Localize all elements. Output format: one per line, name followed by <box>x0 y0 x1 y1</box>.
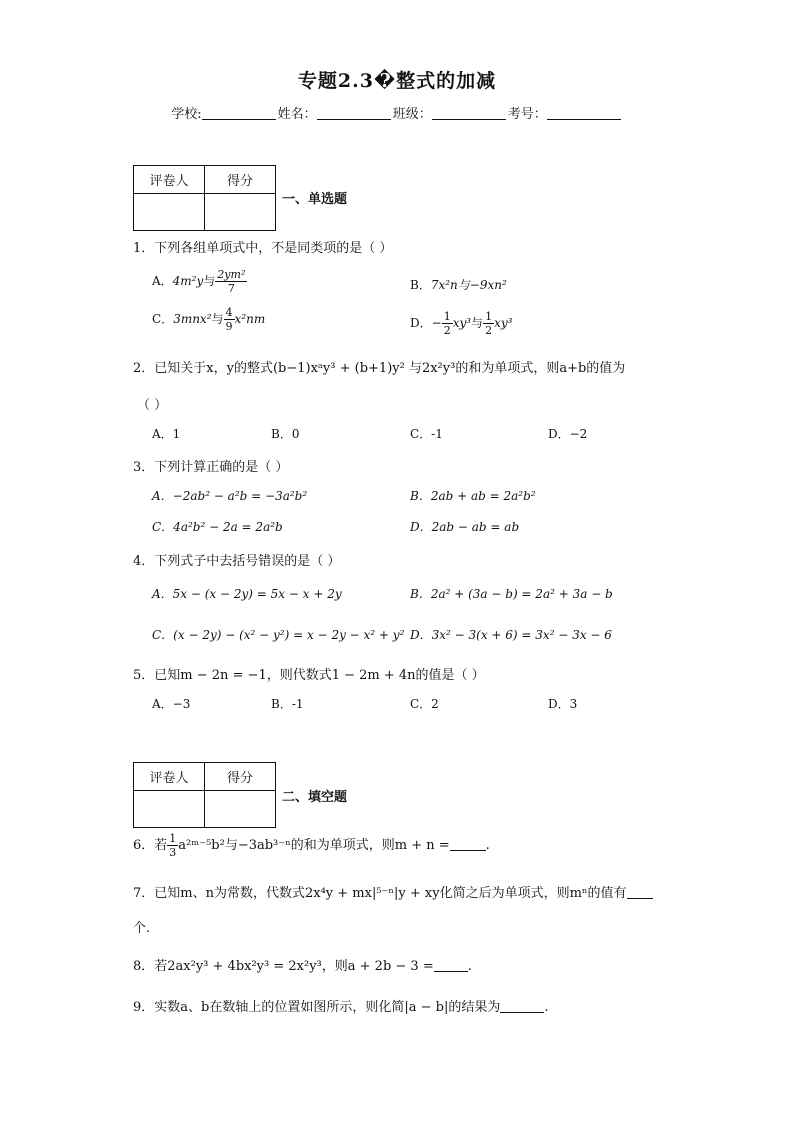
q1-c-mid: 与 <box>211 312 224 326</box>
question-7 <box>133 882 653 901</box>
q1-b-label: B． <box>410 278 431 292</box>
q6-answer-blank[interactable] <box>450 838 486 851</box>
school-label: 学校: <box>171 107 202 122</box>
q1-c-num: 4 <box>225 306 233 319</box>
student-info-line <box>0 103 794 122</box>
q1-a-den: 7 <box>227 282 235 295</box>
score-cell[interactable] <box>205 791 276 828</box>
question-2-stem: 2．已知关于x，y的整式(b−1)xᵃy³ + (b+1)y² 与2x²y³的和为单项式，则a+b的值为 <box>133 361 626 376</box>
q4-option-a[interactable]: A．5x − (x − 2y) = 5x − x + 2y <box>152 587 342 601</box>
question-2-paren: （ ） <box>137 398 168 413</box>
score-header: 得分 <box>205 763 276 791</box>
q3-option-b[interactable]: B．2ab + ab = 2a²b² <box>410 489 536 503</box>
question-9 <box>133 996 548 1015</box>
question-1-stem: 1．下列各组单项式中，不是同类项的是（ ） <box>133 241 393 256</box>
score-header: 得分 <box>205 166 276 194</box>
school-blank[interactable] <box>202 107 276 120</box>
q3-option-c[interactable]: C．4a²b² − 2a = 2a²b <box>152 520 283 534</box>
q1-option-c[interactable] <box>152 306 265 333</box>
q1-b-text: 7x²n与−9xn² <box>430 278 507 292</box>
q3-option-d[interactable]: D．2ab − ab = ab <box>410 520 520 534</box>
q1-d-num1: 1 <box>443 310 451 323</box>
question-7-line2: 个. <box>133 921 151 936</box>
q4-option-b[interactable]: B．2a² + (3a − b) = 2a² + 3a − b <box>410 587 613 601</box>
question-6 <box>133 832 490 859</box>
number-label: 考号： <box>507 107 547 122</box>
score-cell[interactable] <box>205 194 276 231</box>
q4-option-c[interactable]: C．(x − 2y) − (x² − y²) = x − 2y − x² + y² <box>152 628 405 642</box>
q5-option-c[interactable]: C．2 <box>410 697 439 711</box>
score-table-2 <box>133 762 276 828</box>
grader-header: 评卷人 <box>134 166 205 194</box>
q1-d-sign: − <box>431 316 442 330</box>
q6-num: 1 <box>169 832 177 845</box>
number-blank[interactable] <box>547 107 621 120</box>
grader-header: 评卷人 <box>134 763 205 791</box>
question-5-stem: 5．已知m − 2n = −1，则代数式1 − 2m + 4n的值是（ ） <box>133 668 485 683</box>
q8-end: . <box>467 959 472 974</box>
grader-cell[interactable] <box>134 194 205 231</box>
q1-a-mid: 与 <box>203 274 216 288</box>
question-8 <box>133 955 472 974</box>
q8-text: 8．若2ax²y³ + 4bx²y³ = 2x²y³，则a + 2b − 3 = <box>133 959 434 974</box>
grader-cell[interactable] <box>134 791 205 828</box>
q1-a-num: 2ym² <box>217 268 246 281</box>
q1-a-label: A． <box>152 274 173 288</box>
q1-option-b[interactable] <box>410 276 507 293</box>
name-blank[interactable] <box>317 107 391 120</box>
question-4-stem: 4．下列式子中去括号错误的是（ ） <box>133 554 341 569</box>
q7-text: 7．已知m、n为常数，代数式2x⁴y + mx|⁵⁻ⁿ|y + xy化简之后为单项式，则mⁿ的值有 <box>133 886 627 901</box>
q1-c-den: 9 <box>225 320 233 333</box>
q1-d-mid1: xy³ <box>452 316 472 330</box>
q5-option-b[interactable]: B．-1 <box>271 697 304 711</box>
q1-d-mid2: 与 <box>471 316 484 330</box>
q4-option-d[interactable]: D．3x² − 3(x + 6) = 3x² − 3x − 6 <box>410 628 612 642</box>
q1-option-d[interactable] <box>410 310 512 337</box>
q6-den: 3 <box>169 846 177 859</box>
q2-option-d[interactable]: D．−2 <box>548 427 588 441</box>
section-single-choice: 一、单选题 <box>282 192 348 207</box>
q1-d-label: D． <box>410 316 432 330</box>
q6-end: . <box>485 838 490 853</box>
q9-end: . <box>544 1000 549 1015</box>
q3-option-a[interactable]: A．−2ab² − a²b = −3a²b² <box>152 489 308 503</box>
question-3-stem: 3．下列计算正确的是（ ） <box>133 460 289 475</box>
name-label: 姓名： <box>277 107 317 122</box>
section-fill-blank: 二、填空题 <box>282 790 348 805</box>
q1-a-left: 4m²y <box>172 274 204 288</box>
q1-c-left: 3mnx² <box>173 312 212 326</box>
q6-pre: 6．若 <box>133 838 168 853</box>
q1-c-right: x²nm <box>234 312 266 326</box>
q2-option-a[interactable]: A．1 <box>152 427 181 441</box>
q1-c-label: C． <box>152 312 174 326</box>
q5-option-d[interactable]: D．3 <box>548 697 578 711</box>
q1-option-a[interactable] <box>152 268 247 295</box>
score-table-1 <box>133 165 276 231</box>
page-title: 专题2.3�整式的加减 <box>297 70 497 92</box>
q1-d-den1: 2 <box>443 324 451 337</box>
q8-answer-blank[interactable] <box>434 959 468 972</box>
class-label: 班级： <box>392 107 432 122</box>
q2-option-b[interactable]: B．0 <box>271 427 300 441</box>
class-blank[interactable] <box>432 107 506 120</box>
q1-d-num2: 1 <box>485 310 493 323</box>
q1-d-right: xy³ <box>494 316 513 330</box>
q6-post: a²ᵐ⁻⁵b²与−3ab³⁻ⁿ的和为单项式，则m + n = <box>178 838 450 853</box>
q1-d-den2: 2 <box>485 324 493 337</box>
q7-answer-blank[interactable] <box>627 886 653 899</box>
q9-text: 9．实数a、b在数轴上的位置如图所示，则化简|a − b|的结果为 <box>133 1000 501 1015</box>
q9-answer-blank[interactable] <box>500 1000 544 1013</box>
q2-option-c[interactable]: C．-1 <box>410 427 443 441</box>
q5-option-a[interactable]: A．−3 <box>152 697 191 711</box>
